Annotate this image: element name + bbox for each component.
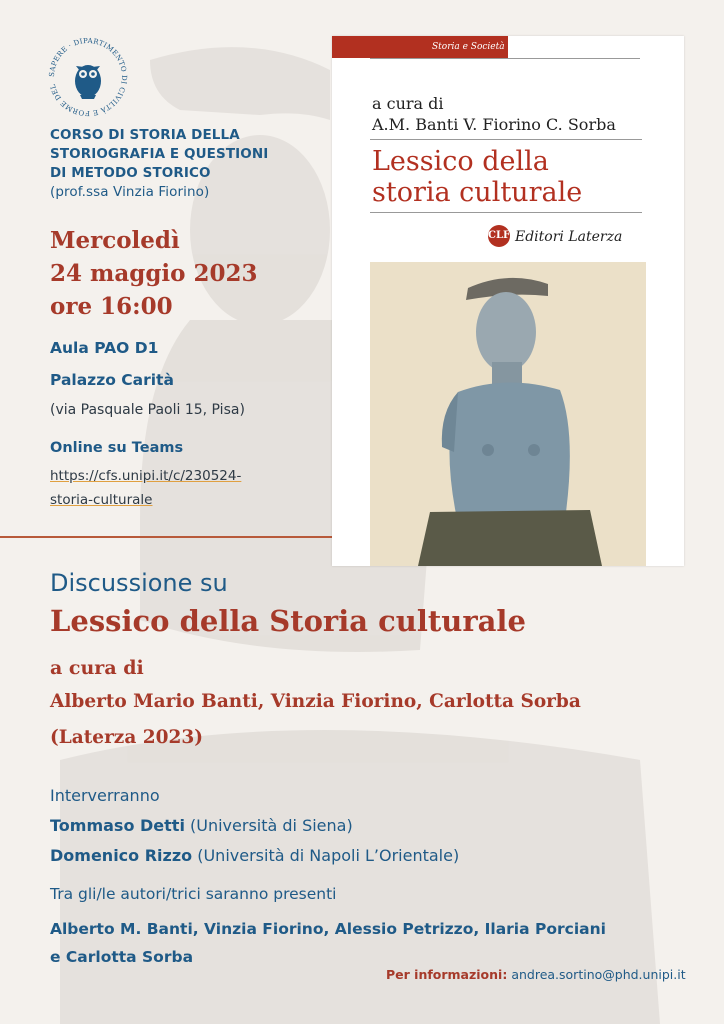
event-date: 24 maggio 2023	[50, 260, 258, 287]
cover-publisher: Editori Laterza	[515, 229, 623, 245]
divider-line	[0, 536, 338, 538]
publisher-logo-icon: CLF	[488, 225, 510, 247]
cover-authors: A.M. Banti V. Fiorino C. Sorba	[372, 115, 616, 134]
speaker-item	[50, 846, 459, 865]
teams-link[interactable]	[50, 464, 290, 512]
discussion-curated-by: a cura di	[50, 657, 144, 679]
authors-list	[50, 915, 690, 971]
contact-email[interactable]: andrea.sortino@phd.unipi.it	[511, 967, 686, 982]
course-line: DI METODO STORICO	[50, 165, 211, 181]
course-line: CORSO DI STORIA DELLA	[50, 127, 240, 143]
speaker-affiliation: (Università di Siena)	[184, 816, 353, 835]
speakers-heading: Interverranno	[50, 786, 160, 805]
contact-label: Per informazioni:	[386, 967, 508, 982]
contact-info	[386, 967, 686, 982]
cover-rule	[370, 58, 640, 59]
cover-rule	[370, 212, 642, 213]
speaker-name: Tommaso Detti	[50, 816, 185, 835]
venue-address: (via Pasquale Paoli 15, Pisa)	[50, 402, 245, 418]
course-info	[50, 126, 330, 202]
authors-line: e Carlotta Sorba	[50, 948, 194, 966]
book-cover	[332, 36, 684, 566]
authors-heading: Tra gli/le autori/trici saranno presenti	[50, 885, 337, 903]
discussion-intro: Discussione su	[50, 569, 228, 597]
department-logo	[44, 33, 132, 121]
discussion-book-title: Lessico della Storia culturale	[50, 604, 526, 638]
event-time: ore 16:00	[50, 293, 173, 320]
teams-link-part[interactable]: https://cfs.unipi.it/c/230524-	[50, 468, 242, 484]
discussion-edition: (Laterza 2023)	[50, 727, 203, 748]
course-line: STORIOGRAFIA E QUESTIONI	[50, 146, 269, 162]
authors-line: Alberto M. Banti, Vinzia Fiorino, Alessio Petrizzo, Ilaria Porciani	[50, 920, 606, 938]
cover-title-line: storia culturale	[372, 177, 583, 208]
series-label: Storia e Società	[432, 42, 505, 52]
cover-curated-by: a cura di	[372, 94, 444, 113]
speaker-item	[50, 816, 353, 835]
cover-artwork	[370, 262, 646, 566]
owl-icon	[75, 65, 101, 99]
speaker-affiliation: (Università di Napoli L’Orientale)	[192, 846, 460, 865]
course-professor: (prof.ssa Vinzia Fiorino)	[50, 184, 210, 200]
online-label: Online su Teams	[50, 440, 184, 456]
discussion-editors: Alberto Mario Banti, Vinzia Fiorino, Carlotta Sorba	[50, 691, 581, 712]
venue-room: Aula PAO D1	[50, 339, 159, 357]
cover-rule	[370, 139, 642, 140]
teams-link-part[interactable]: storia-culturale	[50, 492, 153, 508]
venue-building: Palazzo Carità	[50, 371, 174, 389]
speaker-name: Domenico Rizzo	[50, 846, 193, 865]
svg-text:SAPERE · DIPARTIMENTO DI CIVIL: SAPERE · DIPARTIMENTO DI CIVILTÀ E FORME DEL	[47, 36, 129, 118]
event-day: Mercoledì	[50, 227, 180, 254]
cover-title-line: Lessico della	[372, 146, 549, 177]
event-datetime	[50, 224, 258, 323]
cover-title	[372, 146, 652, 208]
